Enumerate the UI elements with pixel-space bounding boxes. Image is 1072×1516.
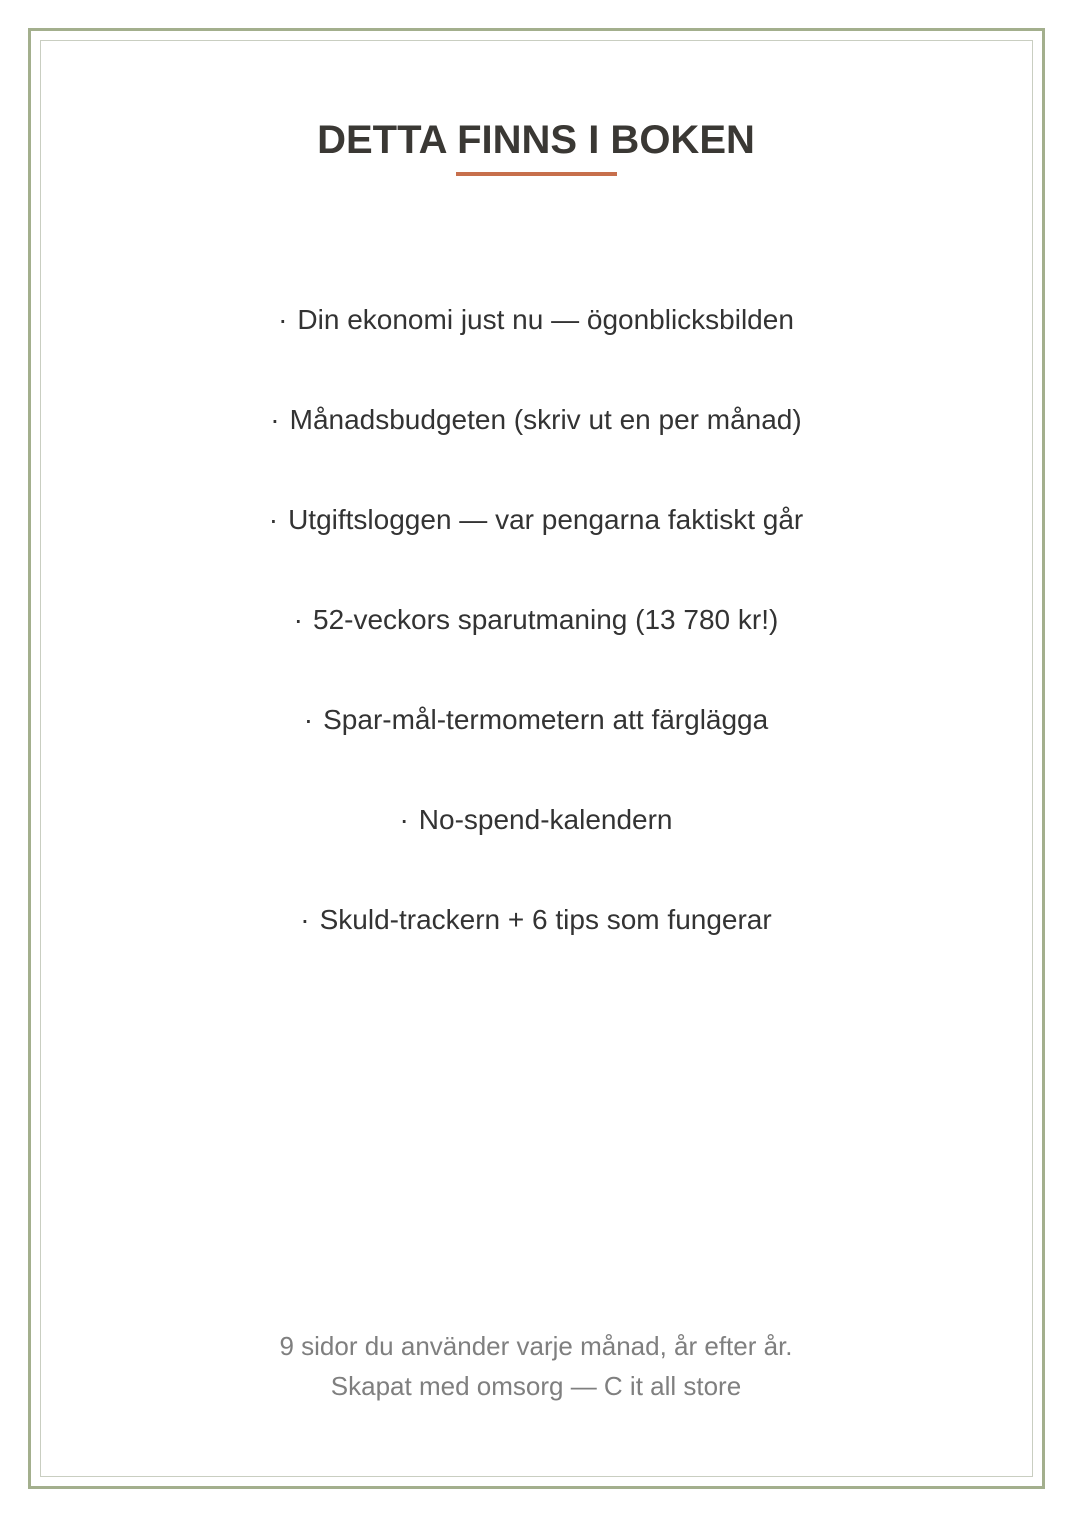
page-title: DETTA FINNS I BOKEN — [317, 118, 755, 162]
list-item-text: Månadsbudgeten (skriv ut en per månad) — [289, 404, 802, 435]
bullet: · — [278, 304, 288, 335]
bullet: · — [270, 404, 280, 435]
list-item-text: Skuld-trackern + 6 tips som fungerar — [319, 904, 772, 935]
bullet: · — [399, 804, 409, 835]
list-item — [0, 498, 1072, 598]
list-item — [0, 898, 1072, 998]
list-item-text: Spar-mål-termometern att färglägga — [323, 704, 769, 735]
title-underline — [456, 172, 617, 176]
list-item — [0, 698, 1072, 798]
list-item — [0, 798, 1072, 898]
bullet: · — [268, 504, 279, 535]
footer-line-credit: Skapat med omsorg — C it all store — [330, 1371, 742, 1401]
bullet: · — [293, 604, 303, 635]
bullet: · — [303, 704, 314, 735]
list-item — [0, 398, 1072, 498]
list-item — [0, 298, 1072, 398]
list-item-text: No-spend-kalendern — [418, 804, 673, 835]
bullet: · — [300, 904, 310, 935]
list-item-text: Utgiftsloggen — var pengarna faktiskt går — [288, 504, 804, 535]
list-item-text: 52-veckors sparutmaning (13 780 kr!) — [313, 604, 779, 635]
footer — [0, 1326, 1072, 1406]
contents-list — [0, 298, 1072, 998]
list-item — [0, 598, 1072, 698]
list-item-text: Din ekonomi just nu — ögonblicksbilden — [297, 304, 794, 335]
footer-line-pages: 9 sidor du använder varje månad, år efter år. — [279, 1331, 793, 1361]
